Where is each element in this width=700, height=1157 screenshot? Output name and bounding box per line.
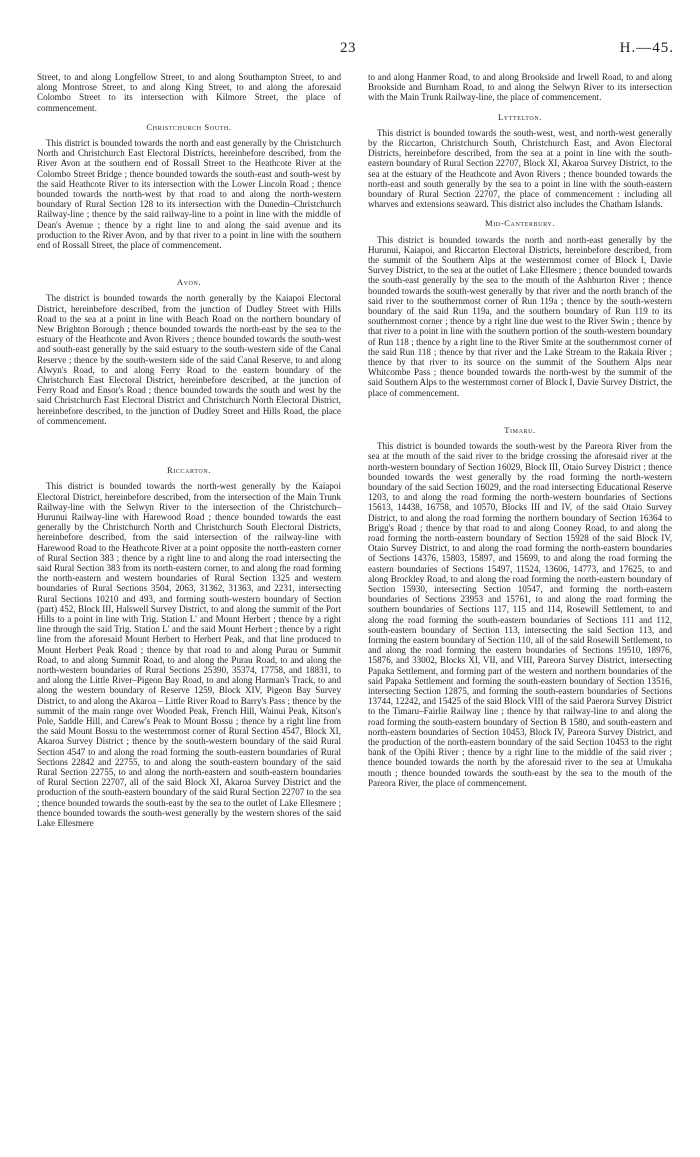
continued-paragraph: to and along Hanmer Road, to and along Brookside and Irwell Road, to and along Brookside and Burnham Road, to and along the Selwyn River to its intersection with the Main Trunk Railway-line, the place of commencement. — [368, 72, 672, 103]
section-body-christchurch-south: This district is bounded towards the north and east generally by the Christchurch North and Christchurch East Electoral Districts, hereinbefore described, from the River Avon at the southern end of Rossall Street to the Heathcote River at the Colombo Street Bridge ; thence bounded towards the south-east and south-west by the said Heathcote River to its intersection with the Lower Lincoln Road ; thence bounded towards the north-west by that road to and along the north-western boundary of Rural Section 128 to its intersection with the Dunedin–Christchurch Railway-line ; thence by the said railway-line to a point in line with the middle of Dean's Avenue ; thence by a right line to and along the said avenue and its production to the River Avon, and by that river to a point in line with the southern end of Rossall Street, the place of commencement. — [37, 138, 341, 251]
section-heading-mid-canterbury: Mid-Canterbury. — [484, 218, 556, 229]
section-body-riccarton: This district is bounded towards the north-west generally by the Kaiapoi Electoral District, hereinbefore described, from the intersection of the Main Trunk Railway-line with the Selwyn River to the intersection of the Christchurch–Hurunui Railway-line with Harewood Road ; thence bounded towards the east generally by the Christchurch North and Christchurch South Electoral Districts, hereinbefore described, from the said intersection of the railway-line with Harewood Road to the Heathcote River at a point opposite the north-eastern corner of Rural Section 383 ; thence by a right line to and along the road intersecting the said Rural Section 383 from its north-eastern corner, to and along the road forming the north-eastern and western boundaries of Rural Section 1325 and western boundaries of Rural Sections 3504, 2063, 31362, 31363, and 2231, intersecting Rural Sections 10210 and 493, and forming south-western boundary of Section (part) 452, Block III, Halswell Survey District, to and along the summit of the Port Hills to a point in line with Trig. Station L' and Mount Herbert ; thence by a right line through the said Trig. Station L' and the said Mount Herbert ; thence by a right line from the aforesaid Mount Herbert to Herbert Peak, and that line produced to Mount Herbert Peak Road ; thence by that road to and along Purau or Summit Road, to and along Summit Road, to and along the Purau Road, to and along the north-western boundaries of Rural Sections 25390, 35374, 17758, and 18831, to and along the Little River–Pigeon Bay Road, to and along Harman's Track, to and along the western boundary of Reserve 1259, Block XIV, Pigeon Bay Survey District, to and along the Akaroa – Little River Road to Barry's Pass ; thence by the summit of the main range over Wooded Peak, French Hill, Wainui Peak, Kitson's Pole, Saddle Hill, and Carew's Peak to Mount Bossu ; thence by a right line from the said Mount Bossu to the westernmost corner of Rural Section 4547, Block XI, Akaroa Survey District ; thence by the south-western boundary of the said Rural Section 4547 to and along the road forming the south-eastern boundaries of Rural Sections 22842 and 22755, to and along the south-eastern boundary of the said Rural Section 22755, to and along the north-eastern and south-eastern boundaries of Rural Section 22707, all of the said Block XI, Akaroa Survey District and the production of the south-eastern boundary of the said Rural Section 22707 to the sea ; thence bounded towards the south-east by the sea to the outlet of Lake Ellesmere ; thence bounded towards the south-west generally by the western shores of the said Lake Ellesmere — [37, 481, 341, 828]
section-heading-riccarton: Riccarton. — [166, 465, 212, 476]
section-body-mid-canterbury: This district is bounded towards the north and north-east generally by the Hurunui, Kaiapoi, and Riccarton Electoral Districts, hereinbefore described, from the summit of the Southern Alps at the westernmost corner of Block I, Davie Survey District, to the sea at the outlet of Lake Ellesmere ; thence bounded towards the south-east generally by the sea to the mouth of the Ashburton River ; thence bounded towards the south-west generally by that river and the north branch of the said river to the southernmost corner of Run 119a ; thence by the south-western boundary of the said Run 119a, and the southern boundary of Run 119 to its southernmost corner ; thence by a right line due west to the River Swin ; thence by that river to a point in line with the southern portion of the south-western boundary of Run 118 ; thence by a right line to the River Smite at the southernmost corner of the said Run 118 ; thence by that river and the Lake Stream to the Rakaia River ; thence by that river to its source on the summit of the Southern Alps near Whitcombe Pass ; thence bounded towards the north-west by the summit of the said Southern Alps to the westernmost corner of Block I, Davie Survey District, the place of commencement. — [368, 234, 672, 398]
section-heading-christchurch-south: Christchurch South. — [146, 121, 232, 132]
section-body-avon: The district is bounded towards the north generally by the Kaiapoi Electoral District, hereinbefore described, from the junction of Dudley Street with Hills Road to the sea at a point in line with Beach Road on the northern boundary of New Brighton Borough ; thence bounded towards the north-east by the sea to the estuary of the Heathcote and Avon Rivers ; thence bounded towards the south-west and south-east generally by the said estuary to the south-western side of the Canal Reserve ; thence by the south-western side of the said Canal Reserve, to and along Alwyn's Road, to and along Ferry Road to the eastern boundary of the Christchurch East Electoral District, hereinbefore described, at the junction of Ferry Road and Ensor's Road ; thence bounded towards the south and west by the said Christchurch East Electoral District and Christchurch North Electoral District, hereinbefore described, to the junction of Dudley Street and Hills Road, the place of commencement. — [37, 293, 341, 426]
continued-paragraph: Street, to and along Longfellow Street, to and along Southampton Street, to and along Montrose Street, to and along King Street, to and along the aforesaid Colombo Street to its intersection with Kilmore Street, the place of commencement. — [37, 72, 341, 113]
section-heading-avon: Avon. — [176, 277, 202, 288]
section-body-lyttelton: This district is bounded towards the south-west, west, and north-west generally by the Riccarton, Christchurch South, Christchurch East, and Avon Electoral Districts, hereinbefore described, from the sea at a point in line with the south-eastern boundary of Rural Section 22707, Block XI, Akaroa Survey District, to the sea at the estuary of the Heathcote and Avon Rivers ; thence bounded towards the north-east and south generally by the sea to a point in line with the south-eastern boundary of Rural Section 22707, the place of commencement : including all wharves and extensions seaward. This district also includes the Chatham Islands. — [368, 127, 672, 210]
page-number: 23 — [340, 40, 356, 56]
section-heading-timaru: Timaru. — [504, 424, 536, 435]
section-heading-lyttelton: Lyttelton. — [497, 111, 543, 122]
document-reference: H.—45. — [619, 40, 674, 56]
left-column — [37, 72, 341, 828]
section-body-timaru: This district is bounded towards the south-west by the Pareora River from the sea at the mouth of the said river to the bridge crossing the aforesaid river at the north-western boundary of Section 16029, Block III, Otaio Survey District ; thence bounded towards the west generally by the road forming the north-western boundary of the said Section 16029, and the road intersecting Educational Reserve 1203, to and along the road forming the north-western boundaries of Sections 15613, 14438, 16758, and 10570, Blocks III and IV, of the said Otaio Survey District, to and along the road forming the northern boundary of Section 16364 to Brigg's Road ; thence by that road to and along Cooney Road, to and along the road forming the north-eastern boundary of Section 15928 of the said Block IV, Otaio Survey District, to and along the road forming the north-eastern boundaries of Sections 14376, 15803, 15897, and 15699, to and along the road forming the eastern boundaries of Sections 15497, 11524, 13606, 14773, and 17625, to and along Brockley Road, to and along the road forming the north-eastern boundary of Section 15930, intersecting Section 10547, and forming the north-eastern boundaries of Sections 23953 and 15761, to and along the road forming the southern boundaries of Sections 117, 115 and 114, Rosewill Settlement, to and along the road forming the south-eastern boundaries of Sections 111 and 112, south-eastern boundary of Section 113, intersecting the said Section 113, and forming the eastern boundary of Section 110, all of the said Rosewill Settlement, to and along the road forming the eastern boundaries of Sections 19510, 18976, 15876, and 33002, Blocks XI, VII, and VIII, Pareora Survey District, intersecting Papaka Settlement, and forming part of the western and northern boundaries of the said Papaka Settlement and forming the south-eastern boundary of Section 13516, intersecting Section 12875, and forming the south-eastern boundaries of Sections 13744, 12242, and 15425 of the said Block VIII of the said Paerora Survey District to the Timaru–Fairlie Railway line ; thence by that railway-line to and along the road forming the south-eastern boundary of Section B 1580, and south-eastern and north-eastern boundaries of Section 10453, Block IV, Pareora Survey District, and the production of the north-eastern boundary of the said Section 10453 to the right bank of the Opihi River ; thence by a right line to the middle of the said river ; thence bounded towards the north by the aforesaid river to the sea at Umukaha mouth ; thence bounded towards the south-east by the sea to the mouth of the Pareora River, the place of commencement. — [368, 441, 672, 788]
right-column — [368, 72, 672, 788]
